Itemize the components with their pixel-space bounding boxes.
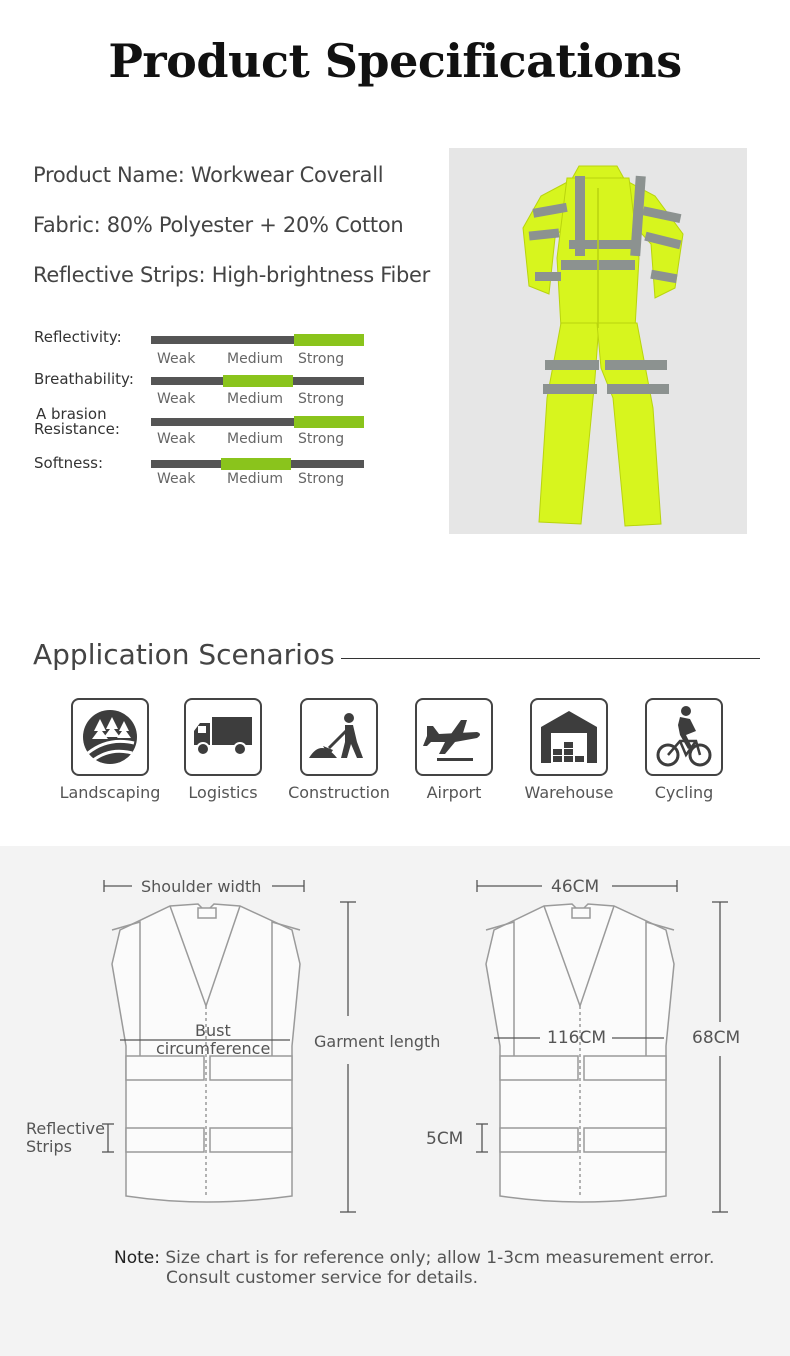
size-note xyxy=(114,1248,714,1288)
rating-bar-reflectivity xyxy=(151,336,364,344)
section-divider xyxy=(341,658,760,659)
note-line1: Size chart is for reference only; allow 1-3cm measurement error. xyxy=(165,1248,715,1268)
spec-reflective-strips: Reflective Strips: High-brightness Fiber xyxy=(33,263,430,287)
rating-fill-breathability xyxy=(223,375,293,387)
tick-weak: Weak xyxy=(157,431,196,447)
shoulder-width-label: Shoulder width xyxy=(141,877,262,896)
tick-medium: Medium xyxy=(227,431,283,447)
rating-ticks-reflectivity xyxy=(151,351,364,369)
rating-label-softness: Softness: xyxy=(34,454,104,472)
scenario-construction xyxy=(281,698,397,802)
rating-fill-reflectivity xyxy=(294,334,364,346)
scenario-airport xyxy=(396,698,512,802)
rating-ticks-softness xyxy=(151,471,364,489)
rating-fill-softness xyxy=(221,458,291,470)
rating-fill-abrasion xyxy=(294,416,364,428)
rating-ticks-breathability xyxy=(151,391,364,409)
scenario-label: Landscaping xyxy=(59,783,161,802)
coverall-illustration xyxy=(449,148,747,534)
tick-strong: Strong xyxy=(298,431,345,447)
tick-medium: Medium xyxy=(227,391,283,407)
bust-label-line2: circumference xyxy=(156,1039,271,1058)
tick-weak: Weak xyxy=(157,351,196,367)
warehouse-icon xyxy=(530,698,608,776)
scenario-logistics xyxy=(165,698,281,802)
tick-medium: Medium xyxy=(227,351,283,367)
scenario-landscaping xyxy=(52,698,168,802)
tick-strong: Strong xyxy=(298,471,345,487)
cyclist-icon xyxy=(645,698,723,776)
vest-right xyxy=(486,904,674,1202)
strip-width-value: 5CM xyxy=(426,1129,464,1149)
rating-label-breathability: Breathability: xyxy=(34,370,134,388)
length-value: 68CM xyxy=(692,1028,741,1048)
spec-product-name: Product Name: Workwear Coverall xyxy=(33,163,384,187)
tick-medium: Medium xyxy=(227,471,283,487)
tick-strong: Strong xyxy=(298,351,345,367)
page-title: Product Specifications xyxy=(108,34,682,88)
section-title-application: Application Scenarios xyxy=(33,638,335,671)
airplane-icon xyxy=(415,698,493,776)
reflective-strips-label-1: Reflective xyxy=(26,1119,105,1138)
rating-label-reflectivity: Reflectivity: xyxy=(34,328,122,346)
bust-label-line1: Bust xyxy=(195,1021,231,1040)
landscaping-icon xyxy=(71,698,149,776)
bust-value: 116CM xyxy=(547,1028,606,1048)
tick-weak: Weak xyxy=(157,471,196,487)
tick-weak: Weak xyxy=(157,391,196,407)
rating-bar-softness xyxy=(151,460,364,468)
rating-label-abrasion-1: A brasion xyxy=(36,405,107,423)
reflective-strips-label-2: Strips xyxy=(26,1137,72,1156)
rating-ticks-abrasion xyxy=(151,431,364,449)
spec-fabric: Fabric: 80% Polyester + 20% Cotton xyxy=(33,213,404,237)
scenario-label: Logistics xyxy=(188,783,258,802)
rating-bar-breathability xyxy=(151,377,364,385)
shoulder-width-value: 46CM xyxy=(551,877,600,897)
scenario-label: Cycling xyxy=(654,783,714,802)
scenario-cycling xyxy=(626,698,742,802)
scenario-warehouse xyxy=(511,698,627,802)
note-line2: Consult customer service for details. xyxy=(166,1268,479,1288)
scenario-label: Construction xyxy=(288,783,390,802)
construction-worker-icon xyxy=(300,698,378,776)
truck-icon xyxy=(184,698,262,776)
scenario-label: Warehouse xyxy=(524,783,614,802)
rating-label-abrasion-2: Resistance: xyxy=(34,420,120,438)
scenario-label: Airport xyxy=(426,783,482,802)
product-photo xyxy=(449,148,747,534)
rating-bar-abrasion xyxy=(151,418,364,426)
note-prefix: Note: xyxy=(114,1248,160,1268)
garment-length-label: Garment length xyxy=(314,1032,441,1051)
tick-strong: Strong xyxy=(298,391,345,407)
